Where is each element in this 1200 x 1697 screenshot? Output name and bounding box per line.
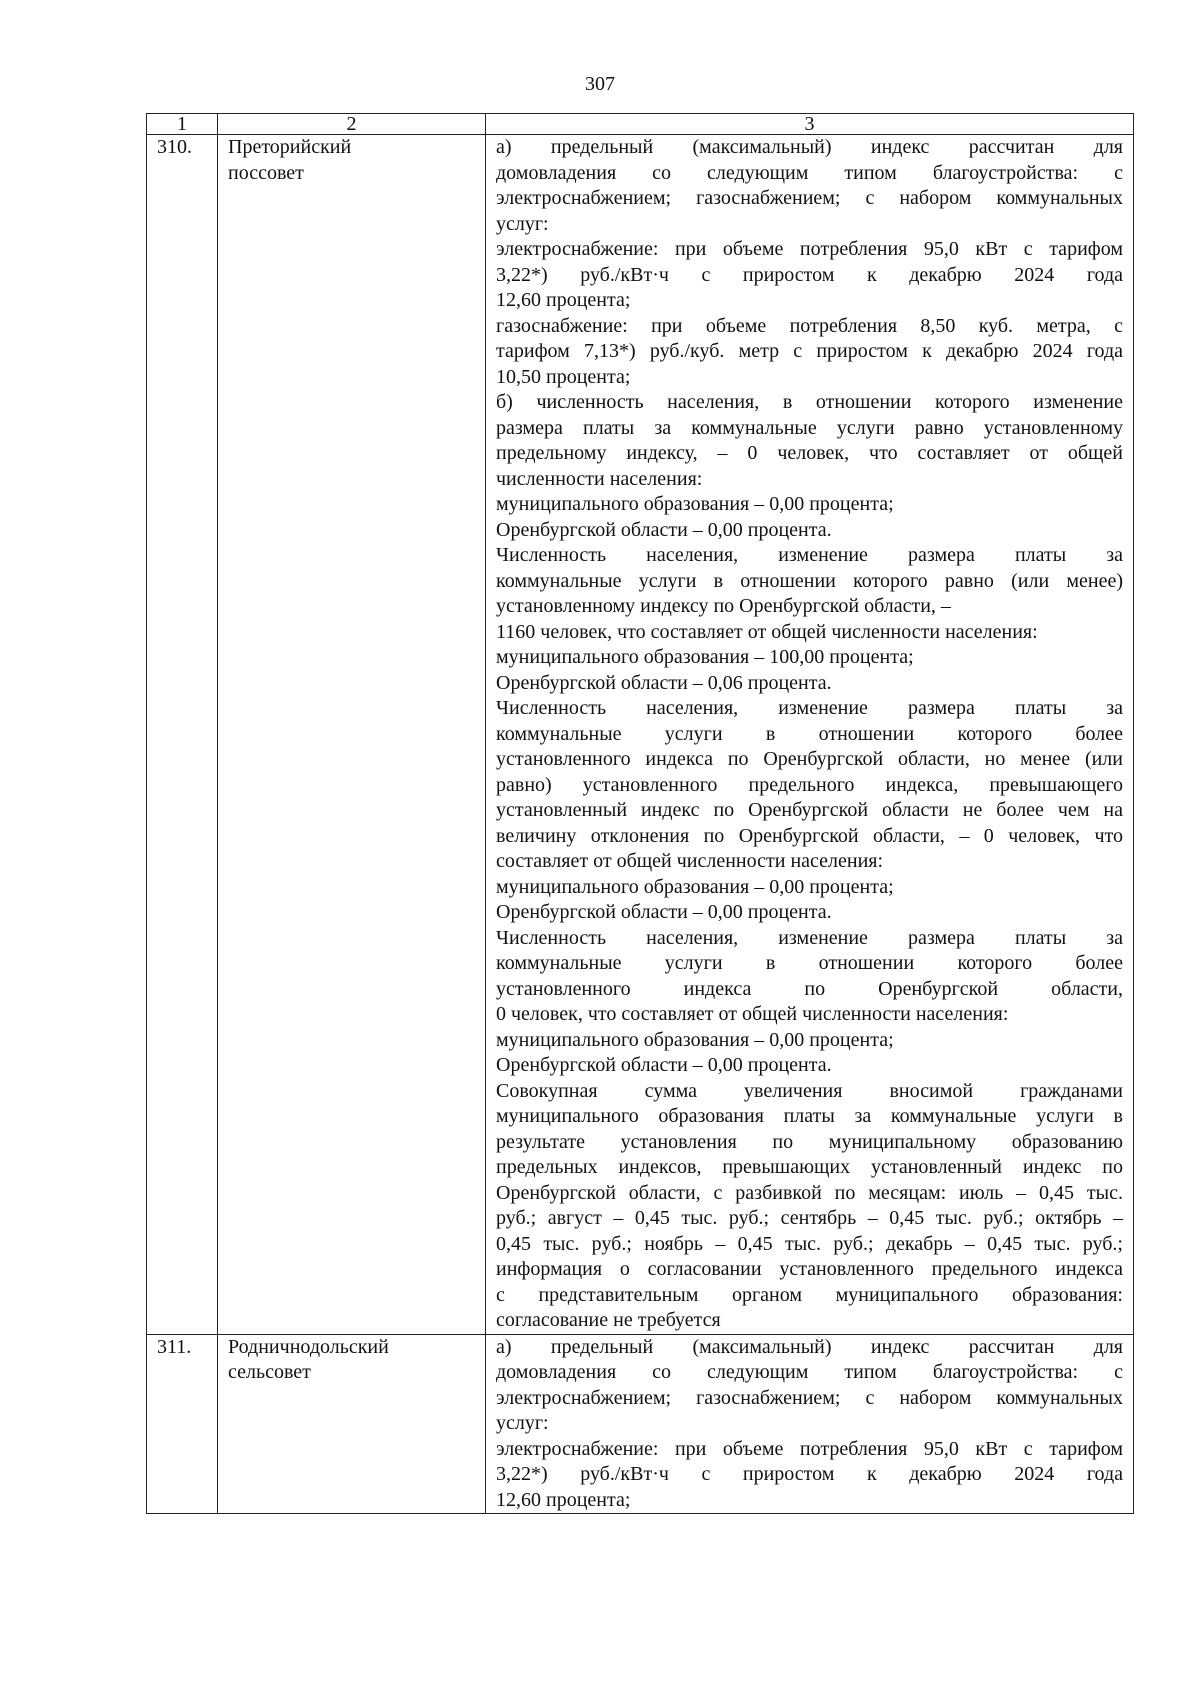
description-line: установленного индекса по Оренбургской области, <box>496 977 1123 1000</box>
description-line: результате установления по муниципальному образованию <box>496 1130 1123 1153</box>
description-line: электроснабжением; газоснабжением; с набором коммунальных <box>496 187 1123 209</box>
description-line: Оренбургской области – 0,00 процента. <box>496 518 832 541</box>
row-number: 311. <box>147 1334 218 1514</box>
description-line: информация о согласовании установленного предельного индекса <box>496 1258 1123 1280</box>
column-header-description: 3 <box>486 114 1134 135</box>
description-line: услуг: <box>496 1412 549 1434</box>
description-line: муниципального образования платы за коммунальные услуги в <box>496 1105 1123 1127</box>
municipality-name-line: Родничнодольский <box>228 1335 389 1358</box>
row-number: 310. <box>147 135 218 1335</box>
description-line: услуг: <box>496 212 549 235</box>
description-line: Оренбургской области, с разбивкой по месяцам: июль – 0,45 тыс. <box>496 1181 1123 1204</box>
municipality-name-line: сельсовет <box>228 1361 311 1383</box>
description-line: газоснабжение: при объеме потребления 8,50 куб. метра, с <box>496 314 1123 337</box>
municipality-name <box>218 1334 486 1514</box>
description-line: 0 человек, что составляет от общей численности населения: <box>496 1003 1009 1025</box>
description-line: равно) установленного предельного индекса, превышающего <box>496 773 1123 796</box>
description-line: Численность населения, изменение размера платы за <box>496 926 1123 949</box>
table-row <box>147 135 1134 1335</box>
description-line: муниципального образования – 100,00 процента; <box>496 646 914 668</box>
description-line: численности населения: <box>496 467 703 490</box>
description-line: 12,60 процента; <box>496 289 631 311</box>
description-line: установленному индексу по Оренбургской области, – <box>496 595 951 617</box>
column-header-number: 1 <box>147 114 218 135</box>
description-line: с представительным органом муниципального образования: <box>496 1283 1123 1306</box>
column-header-municipality: 2 <box>218 114 486 135</box>
index-description <box>486 1334 1134 1514</box>
description-line: б) численность населения, в отношении которого изменение <box>496 391 1123 413</box>
description-line: размера платы за коммунальные услуги равно установленному <box>496 416 1123 439</box>
description-line: составляет от общей численности населения: <box>496 850 884 872</box>
description-line: коммунальные услуги в отношении которого более <box>496 722 1123 745</box>
description-line: а) предельный (максимальный) индекс рассчитан для <box>496 1335 1123 1358</box>
municipality-name <box>218 135 486 1335</box>
description-line: Совокупная сумма увеличения вносимой гражданами <box>496 1079 1123 1102</box>
description-line: коммунальные услуги в отношении которого равно (или менее) <box>496 569 1123 592</box>
description-line: установленного индекса по Оренбургской области, но менее (или <box>496 748 1123 770</box>
description-line: электроснабжение: при объеме потребления 95,0 кВт с тарифом <box>496 1437 1123 1460</box>
description-line: установленный индекс по Оренбургской области не более чем на <box>496 799 1123 821</box>
description-line: коммунальные услуги в отношении которого более <box>496 952 1123 974</box>
description-line: предельному индексу, – 0 человек, что составляет от общей <box>496 442 1123 464</box>
description-line: Численность населения, изменение размера платы за <box>496 697 1123 719</box>
description-line: домовладения со следующим типом благоустройства: с <box>496 161 1123 184</box>
municipality-name-line: Преторийский <box>228 136 352 158</box>
page-number: 307 <box>585 73 615 95</box>
description-line: муниципального образования – 0,00 процента; <box>496 493 894 515</box>
municipality-name-line: поссовет <box>228 161 304 184</box>
description-line: 0,45 тыс. руб.; ноябрь – 0,45 тыс. руб.; декабрь – 0,45 тыс. руб.; <box>496 1232 1123 1255</box>
index-description <box>486 135 1134 1335</box>
description-line: муниципального образования – 0,00 процента; <box>496 1028 894 1051</box>
description-line: 3,22*) руб./кВт·ч с приростом к декабрю 2024 года <box>496 1463 1123 1485</box>
description-line: согласование не требуется <box>496 1309 721 1331</box>
description-line: электроснабжение: при объеме потребления 95,0 кВт с тарифом <box>496 238 1123 260</box>
description-line: Численность населения, изменение размера платы за <box>496 544 1123 566</box>
description-line: 10,50 процента; <box>496 365 631 388</box>
description-line: 12,60 процента; <box>496 1488 631 1511</box>
description-line: электроснабжением; газоснабжением; с набором коммунальных <box>496 1386 1123 1409</box>
description-line: муниципального образования – 0,00 процента; <box>496 875 894 898</box>
description-line: руб.; август – 0,45 тыс. руб.; сентябрь – 0,45 тыс. руб.; октябрь – <box>496 1207 1123 1229</box>
description-line: Оренбургской области – 0,06 процента. <box>496 671 832 694</box>
description-line: 1160 человек, что составляет от общей численности населения: <box>496 620 1038 643</box>
description-line: 3,22*) руб./кВт·ч с приростом к декабрю 2024 года <box>496 263 1123 286</box>
description-line: предельных индексов, превышающих установленный индекс по <box>496 1156 1123 1178</box>
description-line: домовладения со следующим типом благоустройства: с <box>496 1361 1123 1383</box>
description-line: тарифом 7,13*) руб./куб. метр с приростом к декабрю 2024 года <box>496 340 1123 362</box>
description-line: а) предельный (максимальный) индекс рассчитан для <box>496 136 1123 158</box>
description-line: Оренбургской области – 0,00 процента. <box>496 901 832 923</box>
document-table <box>146 113 1134 1514</box>
table-header-row <box>147 114 1134 135</box>
description-line: величину отклонения по Оренбургской области, – 0 человек, что <box>496 824 1123 847</box>
table-row <box>147 1334 1134 1514</box>
description-line: Оренбургской области – 0,00 процента. <box>496 1054 832 1076</box>
